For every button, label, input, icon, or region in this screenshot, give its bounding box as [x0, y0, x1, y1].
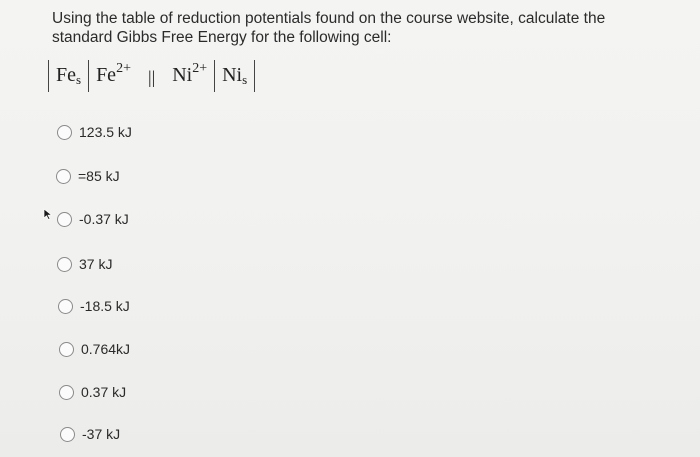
answer-option-label: =85 kJ — [78, 168, 120, 184]
radio-button[interactable] — [57, 257, 72, 272]
cathode-ion-charge: 2+ — [192, 60, 208, 76]
radio-button[interactable] — [58, 299, 73, 314]
answer-option[interactable] — [60, 423, 120, 445]
radio-button[interactable] — [59, 385, 74, 400]
radio-button[interactable] — [59, 342, 74, 357]
question-line-2: standard Gibbs Free Energy for the following cell: — [52, 29, 392, 46]
answer-option[interactable] — [59, 338, 130, 360]
radio-button[interactable] — [56, 169, 71, 184]
radio-button[interactable] — [60, 427, 75, 442]
answer-option[interactable] — [57, 208, 129, 230]
answer-option-label: 37 kJ — [79, 256, 113, 272]
mouse-pointer-icon — [43, 208, 53, 220]
answer-option[interactable] — [57, 253, 112, 275]
answer-option[interactable] — [59, 381, 126, 403]
anode-ion-symbol: Fe — [96, 63, 117, 86]
anode-metal-symbol: Fe — [56, 63, 76, 86]
salt-bridge: || — [147, 66, 156, 87]
answer-option[interactable] — [57, 121, 132, 143]
radio-button[interactable] — [57, 125, 72, 140]
answer-option-label: -0.37 kJ — [79, 211, 129, 227]
radio-button[interactable] — [57, 212, 72, 227]
question-line-1: Using the table of reduction potentials found on the course website, calculate the — [52, 10, 606, 27]
anode-ion-charge: 2+ — [116, 60, 131, 76]
answer-option[interactable] — [56, 165, 120, 187]
answer-option[interactable] — [58, 295, 130, 317]
answer-option-label: 0.37 kJ — [81, 384, 127, 400]
cathode-metal-symbol: Ni — [222, 63, 243, 86]
cathode-metal-subscript: s — [242, 71, 248, 87]
answer-option-label: -37 kJ — [82, 426, 121, 442]
anode-metal-subscript: s — [76, 71, 82, 87]
cathode-ion-symbol: Ni — [172, 63, 193, 86]
answer-option-label: 123.5 kJ — [79, 124, 132, 140]
answer-option-label: 0.764kJ — [81, 341, 131, 357]
answer-option-label: -18.5 kJ — [80, 298, 130, 314]
